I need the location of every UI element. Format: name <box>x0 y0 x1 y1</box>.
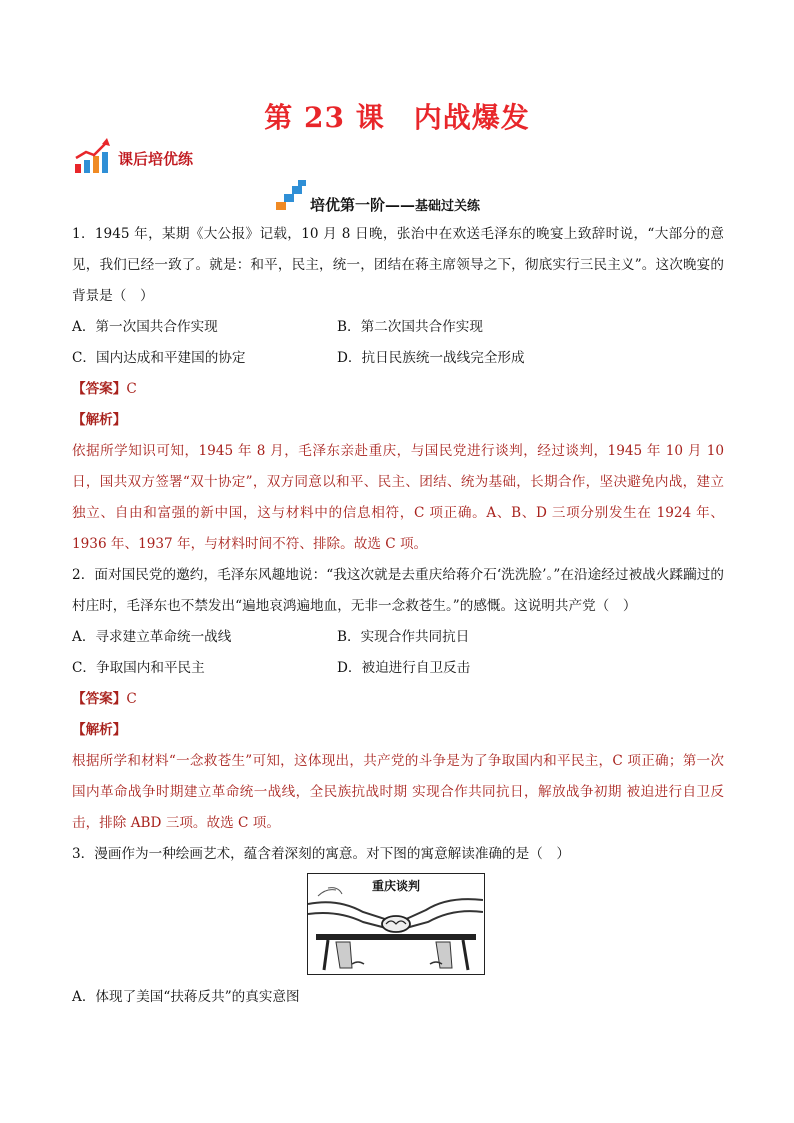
section-label: 课后培优练 <box>118 150 194 168</box>
q1-analysis-head <box>72 405 724 436</box>
q2-options-row1 <box>72 622 724 653</box>
q2-analysis-head <box>72 715 724 746</box>
q2-stem: 2．面对国民党的邀约，毛泽东风趣地说：“我这次就是去重庆给蒋介石‘洗洗脸’。”在沿途经过被战火蹂躏过的村庄时，毛泽东也不禁发出“遍地哀鸿遍地血，无非一念救苍生。”的感慨。这说明共产党（ ） <box>72 567 724 614</box>
q3-stem: 3．漫画作为一种绘画艺术，蕴含着深刻的寓意。对下图的寓意解读准确的是（ ） <box>72 846 571 862</box>
subsection-main: 培优第一阶 <box>310 196 386 214</box>
subsection-header <box>276 180 576 214</box>
page-title: 第 23 课 内战爆发 <box>264 101 530 134</box>
q1-option-a: A．第一次国共合作实现 <box>72 319 218 335</box>
q2-option-b: B．实现合作共同抗日 <box>337 629 470 645</box>
q3-option-a: A．体现了美国“扶蒋反共”的真实意图 <box>72 989 300 1005</box>
q2-options-row2 <box>72 653 724 684</box>
q2-option-c: C．争取国内和平民主 <box>72 660 205 676</box>
figure-title: 重庆谈判 <box>371 879 420 893</box>
cartoon-figure <box>307 873 485 975</box>
subsection-label <box>310 194 480 215</box>
subsection-dash: —— <box>385 196 416 214</box>
q2-option-a: A．寻求建立革命统一战线 <box>72 629 232 645</box>
stairs-icon <box>276 180 308 212</box>
q1-option-c: C．国内达成和平建国的协定 <box>72 350 246 366</box>
q1-analysis: 依据所学知识可知，1945 年 8 月，毛泽东亲赴重庆，与国民党进行谈判，经过谈判，1945 年 10 月 10 日，国共双方签署“双十协定”，双方同意以和平、民主、团结、统为基础，长期合作，坚决避免内战，建立独立、自由和富强的新中国，这与材料中的信息相符，C 项正确。A、B、D 三项分别发生在 1924 年、1936 年、1937 年，与材料时间不符、排除。故选 C 项。 <box>72 443 724 552</box>
q1-option-b: B．第二次国共合作实现 <box>337 319 483 335</box>
q2-answer <box>72 684 724 715</box>
q2-analysis: 根据所学和材料“一念救苍生”可知，这体现出，共产党的斗争是为了争取国内和平民主，C 项正确；第一次国内革命战争时期建立革命统一战线，全民族抗战时期 实现合作共同抗日，解放战争初期 被迫进行自卫反击，排除 ABD 三项。故选 C 项。 <box>72 753 724 831</box>
q1-options-row1 <box>72 312 724 343</box>
q1-answer <box>72 374 724 405</box>
bar-chart-trend-icon <box>72 136 112 176</box>
question-content <box>72 219 724 870</box>
answer-value: C <box>126 691 137 707</box>
answer-value: C <box>126 381 137 397</box>
answer-tag: 【答案】 <box>72 691 127 707</box>
q2-option-d: D．被迫进行自卫反击 <box>337 660 471 676</box>
answer-tag: 【答案】 <box>72 381 127 397</box>
q1-stem: 1．1945 年，某期《大公报》记载，10 月 8 日晚，张治中在欢送毛泽东的晚宴上致辞时说，“大部分的意见，我们已经一致了。就是：和平，民主，统一，团结在蒋主席领导之下，彻底实行三民主义”。这次晚宴的背景是（ ） <box>72 226 724 304</box>
q1-options-row2 <box>72 343 724 374</box>
q1-option-d: D．抗日民族统一战线完全形成 <box>337 350 525 366</box>
analysis-tag: 【解析】 <box>72 412 127 428</box>
analysis-tag: 【解析】 <box>72 722 127 738</box>
section-header <box>72 136 272 176</box>
handshake-cartoon-illustration <box>308 874 483 973</box>
subsection-sub: 基础过关练 <box>415 199 481 214</box>
